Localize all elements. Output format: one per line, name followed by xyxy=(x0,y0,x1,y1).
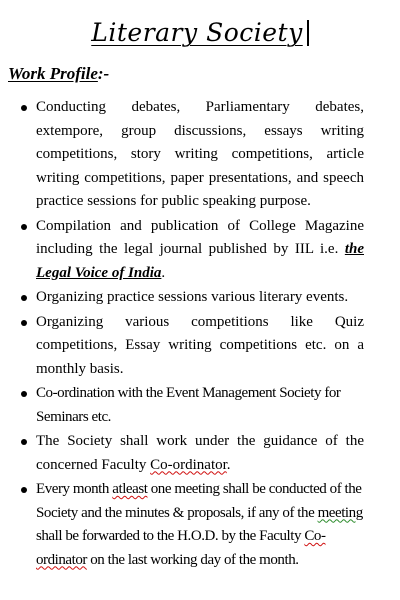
bullet-icon xyxy=(21,487,27,493)
list-item-text-part: shall be forwarded to the H.O.D. by the Faculty xyxy=(36,528,305,544)
list-item-text: Co-ordination with the Event Management Society for Seminars etc. xyxy=(36,385,341,425)
list-item-text-part: Every month xyxy=(36,481,113,497)
bullet-icon xyxy=(21,224,27,230)
journal-name: the Legal Voice of India xyxy=(36,241,364,281)
section-heading xyxy=(8,64,109,84)
list-item-text xyxy=(36,481,363,568)
spelling-flagged-word: Co-ordinator xyxy=(150,456,227,473)
list-item-text: Organizing various competitions like Quiz competitions, Essay writing competitions etc. on a monthly basis. xyxy=(36,313,364,377)
list-item-text-part: one meeting shall be conducted of the Society and the minutes & proposals, if any of the xyxy=(36,481,362,521)
list-item-text-part: . xyxy=(226,456,231,473)
list-item-text xyxy=(36,430,364,477)
list-item xyxy=(18,286,364,310)
text-cursor xyxy=(307,20,309,46)
bullet-icon xyxy=(21,295,27,301)
list-item xyxy=(18,430,364,477)
list-item xyxy=(18,96,364,214)
document-title xyxy=(0,18,400,47)
list-item-text-part: . xyxy=(161,264,166,281)
work-profile-list xyxy=(18,96,364,573)
bullet-icon xyxy=(21,391,27,397)
list-item-text-part: on the last working day of the month. xyxy=(86,551,299,568)
list-item xyxy=(18,478,364,572)
list-item-text-part: Compilation and publication of College Magazine including the legal journal published by IIL i.e. xyxy=(36,217,364,257)
title-text: Literary Society xyxy=(91,18,303,47)
list-item xyxy=(18,382,364,429)
list-item xyxy=(18,311,364,382)
bullet-icon xyxy=(21,105,27,111)
bullet-icon xyxy=(21,320,27,326)
list-item-text xyxy=(36,215,364,286)
bullet-icon xyxy=(21,439,27,445)
grammar-flagged-word: meeting xyxy=(317,504,363,521)
spelling-flagged-word: atleast xyxy=(112,481,148,497)
list-item-text: Organizing practice sessions various literary events. xyxy=(36,289,349,305)
list-item xyxy=(18,215,364,286)
list-item-text-part: The Society shall work under the guidance of the concerned Faculty xyxy=(36,433,364,473)
section-heading-suffix: :- xyxy=(97,64,110,83)
list-item-text: Conducting debates, Parliamentary debates, extempore, group discussions, essays writing competitions, story writing competitions, article writing competitions, paper presentations, and speech practice sessions for public speaking purpose. xyxy=(36,99,364,209)
spelling-flagged-word: Co-ordinator xyxy=(36,528,326,568)
section-heading-label: Work Profile xyxy=(8,64,98,83)
